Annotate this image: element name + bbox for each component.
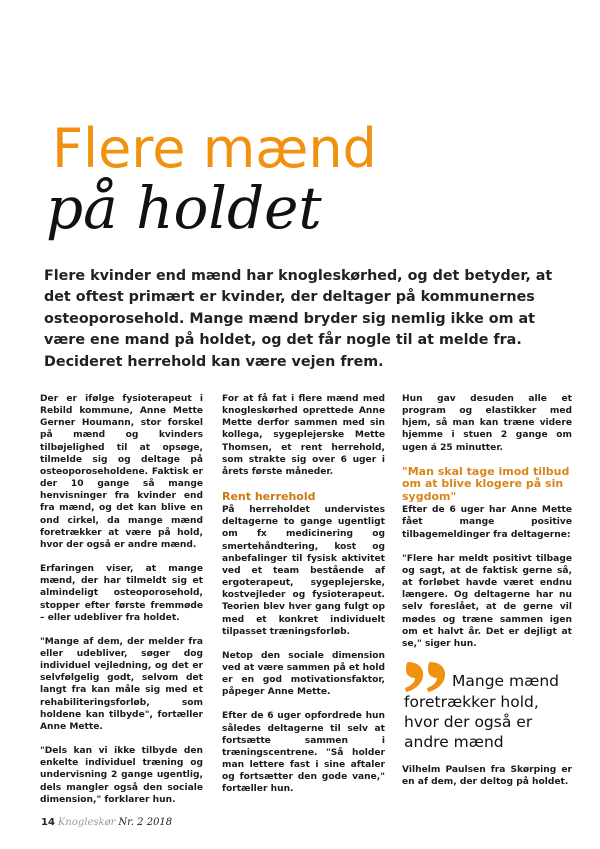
body-paragraph: Hun gav desuden alle et program og elastikker med hjem, så man kan træne videre hjemme i stuen 2 gange om ugen á 25 minutter. [402,394,572,453]
page-footer [41,817,172,829]
pull-quote-text: Mange mænd foretrækker hold, hvor der også er andre mænd [404,672,559,751]
article-column-3 [402,393,572,800]
body-paragraph: Vilhelm Paulsen fra Skørping er en af dem, der deltog på holdet. [402,765,572,788]
headline-line-2: på holdet [46,174,322,242]
body-paragraph: For at få fat i flere mænd med knogleskørhed oprettede Anne Mette derfor sammen med sin kollega, sygeplejerske Mette Thomsen, et rent herrehold, som strakte sig over 6 uger i årets første måneder. [222,394,385,477]
body-paragraph: "Dels kan vi ikke tilbyde den enkelte individuel træning og undervisning 2 gange ugentlig, dels mangler også den sociale dimension," forklarer hun. [40,746,203,805]
article-column-2 [222,393,385,808]
body-paragraph: Efter de 6 uger har Anne Mette fået mange positive tilbagemeldinger fra deltagerne: [402,505,572,540]
body-paragraph: Netop den sociale dimension ved at være sammen på et hold er en god motivationsfaktor, påpeger Anne Mette. [222,650,385,698]
body-paragraph: "Flere har meldt positivt tilbage og sagt, at de faktisk gerne så, at forløbet havde været endnu længere. Og deltagerne har nu selv foreslået, at de gerne vil mødes og træne sammen igen om et halvt år. Det er dejligt at se," siger hun. [402,553,572,649]
body-paragraph: "Mange af dem, der melder fra eller udebliver, søger dog individuel vejledning, og det er selvfølgelig godt, selvom det langt fra kan måle sig med et rehabiliteringsforløb, som holdene kan tilbyde", fortæller Anne Mette. [40,636,203,732]
magazine-name: Knogleskør [57,817,116,828]
article-column-1 [40,393,203,818]
pull-quote [404,662,572,752]
lead-paragraph: Flere kvinder end mænd har knogleskørhed, og det betyder, at det oftest primært er kvinder, der deltager på kommunernes osteoporosehold. Mange mænd bryder sig nemlig ikke om at være ene mand på holdet, og det får nogle til at melde fra. Decideret herrehold kan være vejen frem. [44,268,553,370]
quote-marks-icon [404,662,448,692]
body-paragraph: Der er ifølge fysioterapeut i Rebild kommune, Anne Mette Gerner Houmann, stor forskel på mænd og kvinders tilbøjelighed til at opsøge, tilmelde sig og deltage på osteoporoseholdene. Faktisk er der 10 gange så mange henvisninger fra kvinder end fra mænd, og det kan blive en ond cirkel, da mange mænd foretrækker at være på hold, hvor der også er andre mænd. [40,394,203,550]
page-number: 14 [41,817,55,828]
section-subheading-quote: "Man skal tage imod tilbud om at blive klogere på sin sygdom" [402,464,570,503]
headline-line-1: Flere mænd [52,117,377,180]
body-paragraph: Efter de 6 uger opfordrede hun således deltagerne til selv at fortsætte sammen i træningscentrene. "Så holder man lettere fast i sine aftaler og fortsætter den gode vane," fortæller hun. [222,711,385,795]
body-paragraph: Erfaringen viser, at mange mænd, der har tilmeldt sig et almindeligt osteoporosehold, stopper efter første fremmøde – eller udebliver fra holdet. [40,564,203,623]
body-paragraph: På herreholdet undervistes deltagerne to gange ugentligt om fx medicinering og smertehåndtering, kost og anbefalinger til fysisk aktivitet ved et team bestående af ergoterapeut, sygeplejerske, kostvejleder og fysioterapeut. Teorien blev hver gang fulgt op med et konkret individuelt tilpasset træningsforløb. [222,505,385,637]
section-subheading: Rent herrehold [222,490,316,504]
issue-number: Nr. 2 2018 [118,817,173,828]
